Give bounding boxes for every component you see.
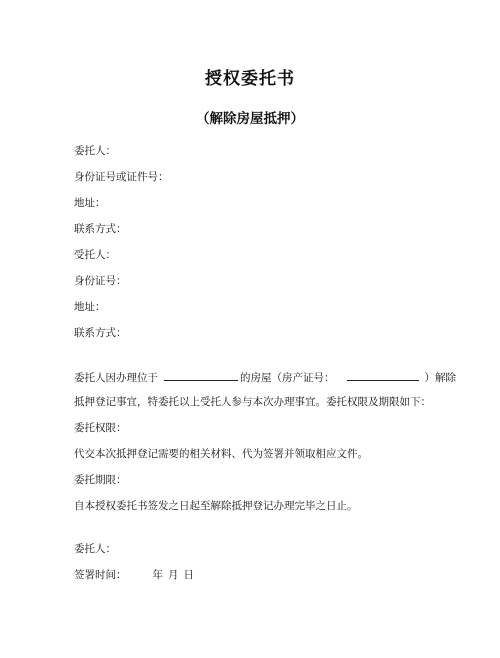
- document-title: 授权委托书: [205, 69, 295, 89]
- authority-label: 委托权限：: [74, 422, 127, 434]
- body-text-location: 委托人因办理位于: [74, 372, 158, 384]
- client-id-field: 身份证号或证件号：: [74, 171, 169, 183]
- date-year: 年: [152, 569, 163, 581]
- period-label: 委托期限：: [74, 474, 127, 486]
- body-paragraph-line-1: [74, 369, 456, 385]
- client-contact-field: 联系方式：: [74, 223, 127, 235]
- document-subtitle: （解除房屋抵押）: [196, 111, 304, 127]
- signature-date-label: 签署时间：: [74, 569, 127, 581]
- period-text: 自本授权委托书签发之日起至解除抵押登记办理完毕之日止。: [74, 500, 358, 512]
- date-day: 日: [183, 569, 194, 581]
- body-text-release: ）解除: [424, 372, 456, 384]
- body-paragraph-line-2: 抵押登记事宜，特委托以上受托人参与本次办理事宜。委托权限及期限如下：: [74, 396, 431, 408]
- authority-text: 代交本次抵押登记需要的相关材料、代为签署并领取相应文件。: [74, 448, 368, 460]
- client-address-field: 地址：: [74, 197, 106, 209]
- client-field: 委托人：: [74, 145, 116, 157]
- body-text-certificate: 的房屋（房产证号：: [240, 372, 335, 384]
- agent-id-field: 身份证号：: [74, 275, 127, 287]
- agent-address-field: 地址：: [74, 301, 106, 313]
- property-location-blank: [164, 369, 238, 381]
- signature-client: 委托人：: [74, 543, 116, 555]
- date-month: 月: [168, 569, 179, 581]
- agent-field: 受托人：: [74, 249, 116, 261]
- signature-date: [74, 568, 194, 582]
- certificate-number-blank: [347, 369, 419, 381]
- agent-contact-field: 联系方式：: [74, 327, 127, 339]
